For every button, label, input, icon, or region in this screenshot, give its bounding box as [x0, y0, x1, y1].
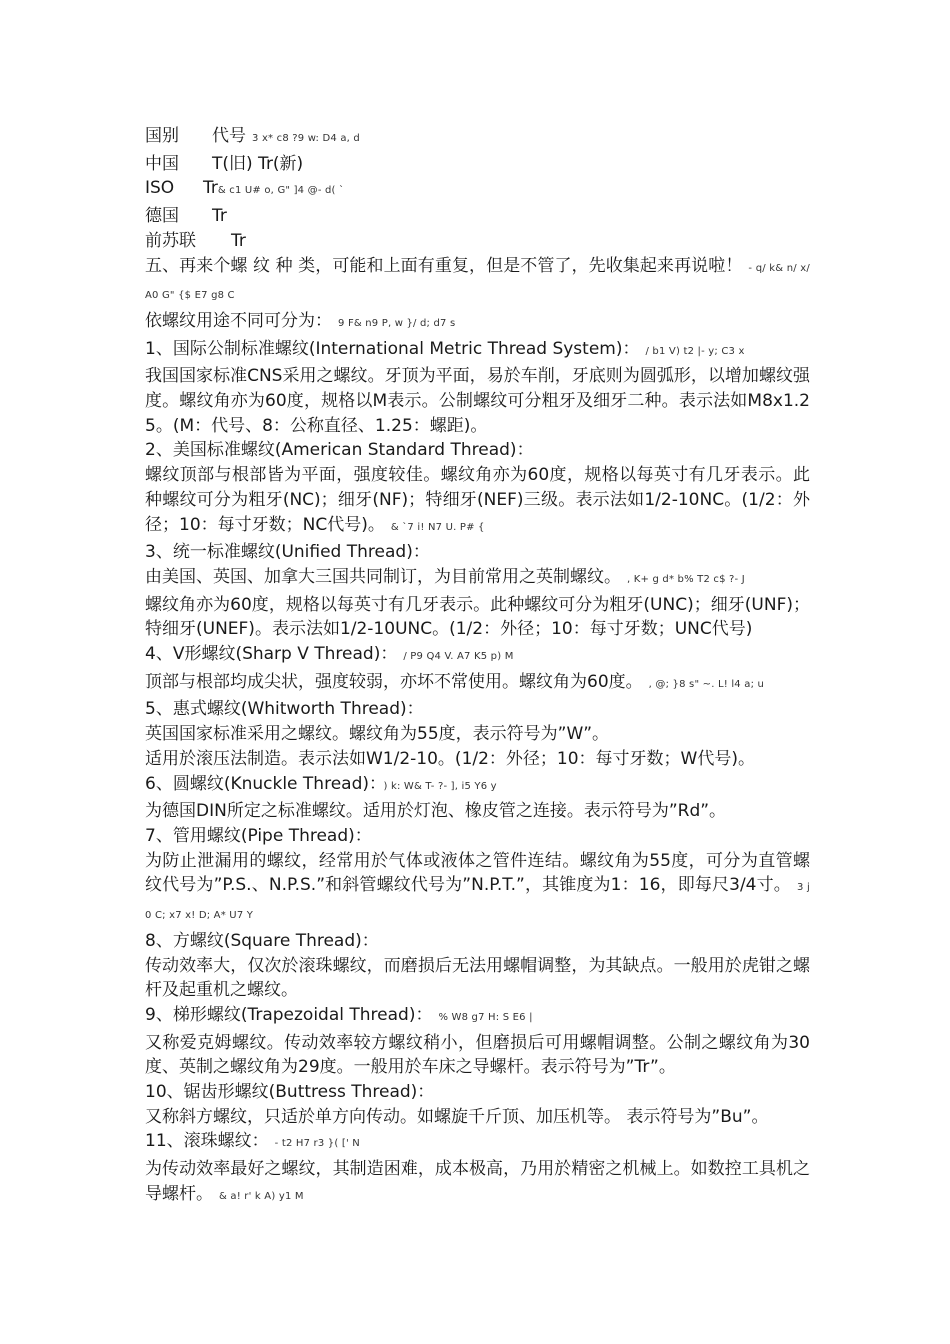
code-label: Tr: [203, 178, 218, 199]
item-body: [145, 799, 810, 824]
table-row-header: [145, 124, 810, 152]
item-2: [145, 438, 810, 540]
intro-text: 依螺纹用途不同可分为：: [145, 310, 332, 331]
body-text: 为传动效率最好之螺纹，其制造困难，成本极高，乃用於精密之机械上。如数控工具机之导螺杆。: [145, 1159, 810, 1204]
body-text: 为德国DIN所定之标准螺纹。适用於灯泡、橡皮管之连接。表示符号为”Rd”。: [145, 801, 727, 822]
item-heading: [145, 540, 810, 565]
item-body: [145, 1031, 810, 1080]
heading-text: 2、美国标准螺纹(American Standard Thread)：: [145, 440, 534, 461]
body-text: 又称爱克姆螺纹。传动效率较方螺纹稍小，但磨损后可用螺帽调整。公制之螺纹角为30度、英制之螺纹角为29度。一般用於车床之导螺杆。表示符号为”Tr”。: [145, 1032, 810, 1078]
code-label: T(旧) Tr(新): [212, 153, 304, 174]
section-title: 五、再来个螺 纹 种 类，可能和上面有重复，但是不管了，先收集起来再说啦！: [145, 255, 743, 276]
noise-text: & a! r' k A) y1 M: [219, 1190, 304, 1202]
item-body: [145, 1157, 810, 1209]
heading-text: 1、国际公制标准螺纹(International Metric Thread System)：: [145, 338, 640, 359]
item-body: [145, 670, 810, 698]
noise-text: % W8 g7 H: S E6 |: [438, 1011, 533, 1023]
intro-line: [145, 309, 810, 337]
noise-text: 3 j0 C; x7 x! D; A* U7 Y: [145, 882, 811, 922]
noise-text: & c1 U# o, G" ]4 @- d( `: [217, 185, 345, 197]
item-11: [145, 1129, 810, 1209]
noise-text: 9 F& n9 P, w }/ d; d7 s: [338, 317, 456, 329]
item-heading: [145, 1003, 810, 1031]
item-heading: [145, 697, 810, 722]
item-heading: [145, 438, 810, 463]
noise-text: / b1 V) t2 |- y; C3 x: [645, 345, 745, 357]
body-text: 顶部与根部均成尖状，强度较弱，亦坏不常使用。螺纹角为60度。: [145, 671, 643, 692]
noise-text: - t2 H7 r3 }( [' N: [274, 1138, 360, 1150]
item-body: [145, 565, 810, 593]
item-body-continued: [145, 593, 810, 642]
document-body: [145, 124, 810, 1210]
noise-text: & `7 i! N7 U. P# {: [390, 521, 485, 533]
table-row-iso: [145, 176, 810, 204]
item-6: [145, 772, 810, 824]
code-label: 代号: [212, 126, 246, 146]
noise-text: , @; }8 s" ~. L! l4 a; u: [648, 678, 765, 690]
item-heading: [145, 1080, 810, 1105]
heading-text: 11、滚珠螺纹：: [145, 1131, 269, 1152]
heading-text: 10、锯齿形螺纹(Buttress Thread)：: [145, 1082, 435, 1103]
item-8: [145, 929, 810, 1003]
item-body: [145, 722, 810, 747]
item-9: [145, 1003, 810, 1080]
item-7: [145, 824, 810, 929]
noise-text: ) k: W& T- ?- ], i5 Y6 y: [383, 780, 497, 792]
body-text: 英国国家标准采用之螺纹。螺纹角为55度，表示符号为”W”。: [145, 724, 610, 745]
item-heading: [145, 642, 810, 670]
body-text: 螺纹角亦为60度，规格以每英寸有几牙表示。此种螺纹可分为粗牙(UNC)；细牙(UNF)；特细牙(UNEF)。表示法如1/2-10UNC。(1/2：外径；10：每寸牙数；UNC代号): [145, 594, 810, 640]
noise-text: 3 x* c8 ?9 w: D4 a, d: [252, 133, 360, 144]
item-heading: [145, 929, 810, 954]
country-label: 德国: [145, 206, 179, 227]
item-body: [145, 364, 810, 438]
item-3: [145, 540, 810, 642]
table-row-ussr: [145, 229, 810, 254]
heading-text: 6、圆螺纹(Knuckle Thread)：: [145, 773, 378, 794]
item-4: [145, 642, 810, 697]
item-heading: [145, 1129, 810, 1157]
heading-text: 9、梯形螺纹(Trapezoidal Thread)：: [145, 1004, 433, 1025]
noise-text: - q/ k& n/ x/ A0 G" {$ E7 g8 C: [145, 262, 810, 302]
country-label: 前苏联: [145, 230, 196, 251]
country-label: 中国: [145, 153, 179, 174]
body-text: 螺纹顶部与根部皆为平面，强度较佳。螺纹角亦为60度，规格以每英寸有几牙表示。此种螺纹可分为粗牙(NC)；细牙(NF)；特细牙(NEF)三级。表示法如1/2-10NC。(1/2：外径；10：每寸牙数；NC代号)。: [145, 465, 810, 535]
heading-text: 7、管用螺纹(Pipe Thread)：: [145, 825, 372, 846]
item-heading: [145, 824, 810, 849]
body-text: 又称斜方螺纹，只适於单方向传动。如螺旋千斤顶、加压机等。 表示符号为”Bu”。: [145, 1106, 769, 1127]
body-text: 传动效率大，仅次於滚珠螺纹，而磨损后无法用螺帽调整，为其缺点。一般用於虎钳之螺杆及起重机之螺纹。: [145, 955, 810, 1001]
heading-text: 4、V形螺纹(Sharp V Thread)：: [145, 644, 398, 665]
body-text: 为防止泄漏用的螺纹，经常用於气体或液体之管件连结。螺纹角为55度，可分为直管螺纹代号为”P.S.、N.P.S.”和斜管螺纹代号为”N.P.T.”，其锥度为1：16，即每尺3/4寸。: [145, 850, 810, 896]
table-row-china: [145, 152, 810, 177]
code-label: Tr: [231, 230, 246, 251]
item-10: [145, 1080, 810, 1129]
code-label: Tr: [212, 206, 227, 227]
item-body-continued: [145, 747, 810, 772]
heading-text: 3、统一标准螺纹(Unified Thread)：: [145, 542, 430, 563]
noise-text: / P9 Q4 V. A7 K5 p) M: [403, 651, 514, 663]
body-text: 我国国家标准CNS采用之螺纹。牙顶为平面，易於车削，牙底则为圆弧形，以增加螺纹强度。螺纹角亦为60度，规格以M表示。公制螺纹可分粗牙及细牙二种。表示法如M8x1.25。(M：代号、8：公称直径、1.25：螺距)。: [145, 366, 810, 436]
heading-text: 8、方螺纹(Square Thread)：: [145, 930, 379, 951]
item-body: [145, 849, 810, 929]
country-label: 国别: [145, 126, 179, 146]
item-heading: [145, 772, 810, 800]
item-body: [145, 1105, 810, 1130]
section-heading: [145, 254, 810, 309]
item-1: [145, 337, 810, 439]
noise-text: , K+ g d* b% T2 c$ ?- J: [627, 573, 745, 585]
body-text: 由美国、英国、加拿大三国共同制订，为目前常用之英制螺纹。: [145, 566, 621, 587]
item-5: [145, 697, 810, 771]
country-label: ISO: [145, 178, 175, 199]
body-text: 适用於滚压法制造。表示法如W1/2-10。(1/2：外径；10：每寸牙数；W代号)。: [145, 748, 755, 769]
item-body: [145, 463, 810, 540]
item-body: [145, 954, 810, 1003]
heading-text: 5、惠式螺纹(Whitworth Thread)：: [145, 699, 424, 720]
table-row-germany: [145, 204, 810, 229]
item-heading: [145, 337, 810, 365]
